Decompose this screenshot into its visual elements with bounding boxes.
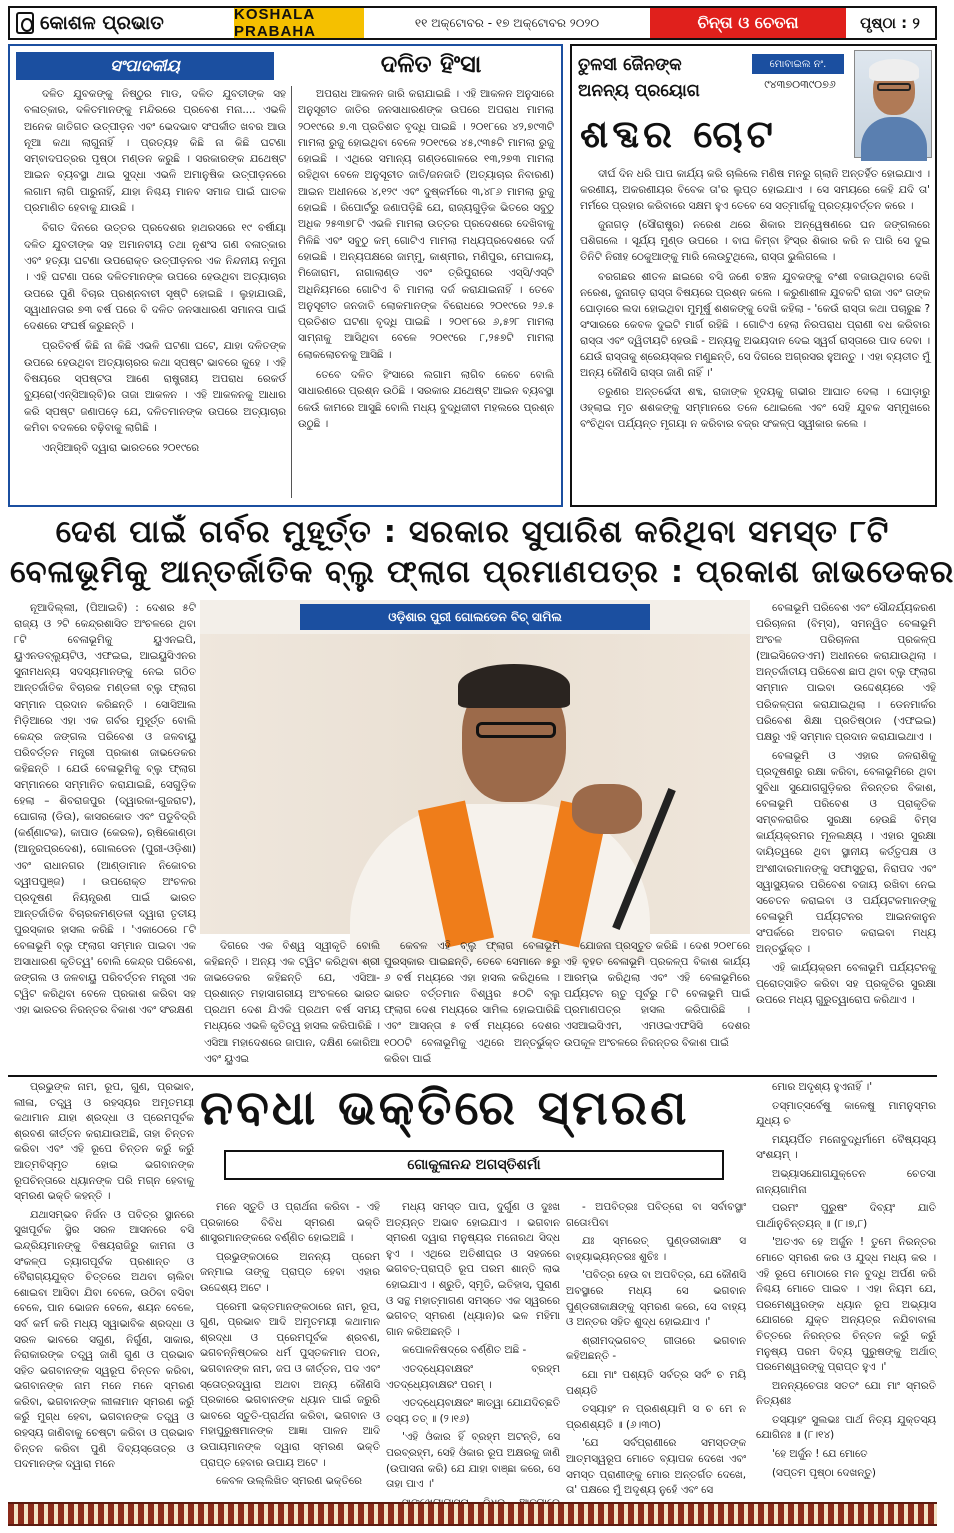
author-photo xyxy=(854,50,932,158)
paragraph: କେବଳ ଉଲ୍ଲିଖିତ ସ୍ମରଣ ଭକ୍ତିରେ xyxy=(216,1475,362,1488)
verse: ଏତଦ୍ଧ୍ୟେବାକ୍ଷରଂ ବ୍ରହ୍ମ ଏତଦ୍ଧ୍ୟେବାକ୍ଷରଂ ପରମ୍ । xyxy=(386,1362,560,1391)
paragraph: ଦଳିତ ଯୁବକଙ୍କୁ ନିଷ୍ଠୁର ମାଡ, ଦଳିତ ଯୁବତୀଙ୍କ ସହ ବଳାତ୍କାର, ଦଳିତମାନଙ୍କୁ ମନ୍ଦିରରେ ପ୍ରବେଶ ମନା.... ଏଭଳି ଅନେକ ଜାତିଗତ ଉତ୍ପୀଡ଼ନ ଏବଂ ଭେଦଭାବ ସଂପର୍କୀତ ଖବର ଆଉ ନୂଆ କଥା ଲାଗୁନାହିଁ । ପ୍ରତ୍ୟହ କିଛି ନା କିଛି ଘଟଣା ସମ୍ବାଦପତ୍ରର ପୃଷ୍ଠା ମଣ୍ଡନ କରୁଛି । ସରକାରଙ୍କ ଯଥେଷ୍ଟ ଆଇନ ବ୍ୟବସ୍ଥା ଥାଇ ସୁଦ୍ଧା ଏଭଳି ଅମାନୁଷିକ ଉତ୍ପୀଡ଼ନରେ ଲଗାମ ଲାଗି ପାରୁନାହିଁ, ଯାହା ନିଶ୍ଚୟ ମାନବ ସମାଜ ପାଇଁ ଘାତକ ପ୍ରମାଣିତ ହେବାକୁ ଯାଉଛି । xyxy=(24,88,286,215)
feature-kicker xyxy=(578,52,748,108)
paragraph: ତରୁଣର ଅନ୍ତର୍ଭେଦୀ ଶବ୍ଦ, ରାଜାଙ୍କ ହୃଦୟକୁ ଗଭୀର ଆଘାତ ଦେଲା । ଘୋଡ଼ାରୁ ଓହ୍ଲାଇ ମୃତ ଶଶକଙ୍କୁ ସମ୍ମାନରେ ତଳେ ଥୋଇଲେ ଏବଂ ସେହି ଯୁବକ ସମ୍ମୁଖରେ ବଂଚିଥିବା ପର୍ଯ୍ୟନ୍ତ ମୃଗୟା ନ କରିବାର ବଜ୍ର ସଂକଳ୍ପ ସ୍ୱୀକାର କଲେ । xyxy=(580,386,930,431)
feature-box xyxy=(570,44,937,507)
paragraph: ପ୍ରଭୁଙ୍କ ନାମ, ରୂପ, ଗୁଣ, ପ୍ରଭାବ, ଲୀଳା, ତତ୍ତ୍ୱ ଓ ରହସ୍ୟର ଅମୃତମୟୀ କଥାମାନ ଯାହା ଶ୍ରଦ୍ଧା ଓ ପ୍ରେମପୂର୍ବକ ଶ୍ରବଣ କୀର୍ତ୍ତନ କରାଯାଉଅଛି, ତାହା ଚିନ୍ତନ କରିବା ଏବଂ ଏହି ରୂପେ ଚିନ୍ତନ କରୁଁ କରୁଁ ଆତ୍ମବିସ୍ମୃତ ହୋଇ ଭଗବାନଙ୍କ ରୂପଚିନ୍ତାରେ ଧ୍ୟାନଙ୍କ ପରି ମଗ୍ନ ହେବାକୁ ସ୍ମରଣ ଭକ୍ତି କହନ୍ତି । xyxy=(14,1081,194,1203)
mobile-label: ମୋବାଇଲ ନଂ. xyxy=(752,54,844,74)
article-column-2 xyxy=(200,1200,380,1496)
section-divider xyxy=(8,1075,937,1077)
paragraph: ପ୍ରେମୀ ଭକ୍ତମାନଙ୍କଠାରେ ନାମ, ରୂପ, ଗୁଣ, ପ୍ରଭାବ ଆଦି ଅମୃତମୟୀ କଥାମାନ ଶ୍ରଦ୍ଧା ଓ ପ୍ରେମପୂର୍ବକ ଶ୍ରବଣ, ଭଗବନ୍ନିଷ୍ଠକର ଧର୍ମ ପୁସ୍ତକମାନ ପଠନ, ଭଗବାନଙ୍କ ନାମ, ଜପ ଓ କୀର୍ତ୍ତନ, ପଦ ଏବଂ ସ୍ତୋତ୍ରଦ୍ୱାରା ଅଥବା ଅନ୍ୟ କୌଣସି ପ୍ରକାରେ ଭଗବାନଙ୍କ ଧ୍ୟାନ ପାଇଁ ଜରୁରି ଭାବରେ ସ୍ତୁତି-ପ୍ରାର୍ଥନା କରିବା, ଭଗବାନ ଓ ମହାପୁରୁଷମାନଙ୍କ ଆଜ୍ଞା ପାଳନ ଆଦି ଉପାୟମାନଙ୍କ ଦ୍ୱାରା ସ୍ମରଣ ଭକ୍ତି ପ୍ରାପ୍ତ ହେବାର ଉପାୟ ଅଟେ । xyxy=(200,1300,380,1469)
editorial-box xyxy=(8,44,563,507)
paragraph: ବେଳାଭୂମି ପରିବେଶ ଏବଂ ସୌନ୍ଦର୍ଯ୍ୟକରଣ ପରିଚାଳନା (ବିମ୍ସ), ସମନ୍ୱିତ ବେଳାଭୂମି ଅଂଚଳ ପରିଚାଳନା ପ୍ରକଳ୍ପ (ଆଇସିଜେଡଏମ) ଅଧୀନରେ କରାଯାଉଥିଲା । ଅନ୍ତର୍ଜାତୀୟ ପରିବେଶ ଛାପ ଥିବା ବ୍ଲୁ ଫ୍ଲାଗ ସମ୍ମାନ ପାଇବା ଉଦ୍ଦେଶ୍ୟରେ ଏହି ପରିକଳ୍ପନା କରାଯାଇଥିଲା । ଡେନମାର୍କର ପରିବେଶ ଶିକ୍ଷା ପ୍ରତିଷ୍ଠାନ (ଏଫଇଇ) ପକ୍ଷରୁ ଏହି ସମ୍ମାନ ପ୍ରଦାନ କରାଯାଇଥାଏ । xyxy=(756,602,937,743)
article-column-4 xyxy=(566,1200,746,1496)
verse: - ଅପବିତ୍ରଃ ପବିତ୍ରୋ ବା ସର୍ବାବସ୍ଥାଂ ଗତୋଽପିବା xyxy=(566,1201,746,1229)
paragraph: ଜୁନାଗଡ଼ (ସୌରାଷ୍ଟ୍ର) ନରେଶ ଥରେ ଶିକାର ଅନ୍ୱେଷଣରେ ଘନ ଜଙ୍ଗଲରେ ପଶିଗଲେ । ସୂର୍ଯ୍ୟ ମୁଣ୍ଡ ଉପରେ । ବାଘ କିମ୍ବା ହିଂସ୍ର ଶିକାର କରି ନ ପାରି ସେ ଦୁଇ ତିନିଟି ନିରୀହ ଠେକୁଆଙ୍କୁ ମାରି ଲେଉଟୁଥିଲେ, ରାସ୍ତା ଭୁଲିଗଲେ । xyxy=(580,219,930,264)
mobile-number: ୯୪୩୭୦୩୯୦୭୬ xyxy=(764,78,836,91)
paragraph: ବେଳାଭୂମି ଓ ଏହାର ଜଳରାଶିକୁ ପ୍ରଦୂଷଣରୁ ରକ୍ଷା କରିବା, ବେଳାଭୂମିରେ ଥିବା ସୁବିଧା ସୁଯୋଗଗୁଡ଼ିକର ନିରନ୍ତର ବିକାଶ, ବେଳାଭୂମି ପରିବେଶ ଓ ପ୍ରାକୃତିକ ସମ୍ବଳରାଜିର ସୁରକ୍ଷା ହେଉଛି ବିମ୍ସ କାର୍ଯ୍ୟକ୍ରମର ମୂଳଲକ୍ଷ୍ୟ । ଏହାର ସୁରକ୍ଷା ଦାୟିତ୍ୱରେ ଥିବା ସ୍ଥାନୀୟ କର୍ତ୍ତୃପକ୍ଷ ଓ ଅଂଶୀଦାରମାନଙ୍କୁ ସଫାସୁତୁରା, ନିରାପଦ ଏବଂ ସ୍ୱାସ୍ଥ୍ୟକର ପରିବେଶ ବଜାୟ ରଖିବା ନେଇ ସଚେତନ କରାଇବା ଓ ପର୍ଯ୍ୟଟକମାନଙ୍କୁ ବେଳାଭୂମି ପର୍ଯ୍ୟଟନର ଆଇନକାନୁନ ସଂପର୍କରେ ଅବଗତ କରାଇବା ମଧ୍ୟ ଅନ୍ତର୍ଭୁକ୍ତ । xyxy=(756,749,936,955)
feature-title: ଶବ୍ଦର ଚୋଟ xyxy=(580,112,777,156)
editorial-column-1 xyxy=(24,86,286,500)
logo-emblem-icon xyxy=(16,12,34,34)
verse: ଏତଦ୍ଧ୍ୟେବାକ୍ଷରଂ ଜ୍ଞାତ୍ୱା ଯୋଯଦିଚ୍ଛତି ତସ୍ୟ ତତ୍ ॥ (୨।୧୬) xyxy=(386,1397,560,1425)
news-column-right xyxy=(756,600,936,1070)
paragraph: ଦୀର୍ଘ ଦିନ ଧରି ପାପ କାର୍ଯ୍ୟ କରି ଚାଲିଲେ ମଣିଷ ମନରୁ ଗ୍ଲାନି ଅନ୍ତର୍ହିତ ହୋଇଯାଏ । କରଣୀୟ, ଅକରଣୀୟର ବିବେକ ତା'ର ଲୁପ୍ତ ହୋଇଯାଏ । ସେ ସମୟରେ କେହି ଯଦି ତା' ମର୍ମରେ ପ୍ରହାର କରିବାରେ ସକ୍ଷମ ହୁଏ ତେବେ ସେ ସତ୍‌ମାର୍ଗକୁ ପ୍ରତ୍ୟାବର୍ତ୍ତନ କରେ । xyxy=(580,168,930,213)
paragraph: ଯଥାସମ୍ଭବ ନିର୍ଜନ ଓ ପବିତ୍ର ସ୍ଥାନରେ ସୁଖପୂର୍ବକ ସ୍ଥିର ସରଳ ଆସନରେ ବସି ଇନ୍ଦ୍ରିୟମାନଙ୍କୁ ବିଷୟରାଜିରୁ କାମନା ଓ ସଂକଳ୍ପ ତ୍ୟାଗପୂର୍ବକ ପ୍ରଶାନ୍ତ ଓ ବୈରାଗ୍ୟଯୁକ୍ତ ଚିତ୍ତରେ ଅଥବା ଚାଲିବା ଶୋଇବା ଆସିବା ଯିବା ବେଳେ, ଉଠିବା ବସିବା ବେଳେ, ପାନ ଭୋଜନ ବେଳେ, ଶୟନ ବେଳେ, ସର୍ବ କର୍ମ କରି ମଧ୍ୟ ସ୍ୱାଭାବିକ ଶ୍ରଦ୍ଧା ଓ ସରଳ ଭାବରେ ସଗୁଣ, ନିର୍ଗୁଣ, ସାକାର, ନିରାକାରଙ୍କ ତତ୍ତ୍ୱ ଜାଣି ଗୁଣ ଓ ପ୍ରଭାବ ସହିତ ଭଗବାନଙ୍କ ସ୍ୱରୂପ ଚିନ୍ତନ କରିବା, ଭଗବାନଙ୍କ ନାମ ମନେ ମନେ ସ୍ମରଣ କରିବା, ଭଗବାନଙ୍କ ଲୀଳାମାନ ସ୍ମରଣ କରୁଁ କରୁଁ ମୁଗ୍ଧ ହେବା, ଭଗବାନଙ୍କ ତତ୍ତ୍ୱ ଓ ରହସ୍ୟ ଜାଣିବାକୁ ଚେଷ୍ଟା କରିବା ଓ ପ୍ରଭାବ ଚିନ୍ତନ କରିବା ପୁଣି ଦିବ୍ୟସ୍ତୋତ୍ର ଓ ପଦମାନଙ୍କ ଦ୍ୱାରା ମନେ xyxy=(14,1208,194,1471)
verse: ମୟ୍ୟର୍ପିତ ମନୋବୁଦ୍ଧିର୍ମାମେ ବୈଷ୍ୟସ୍ୟ ସଂଶୟମ୍ । xyxy=(756,1133,936,1162)
masthead-logo xyxy=(10,8,230,38)
paragraph: କେବଳ ଏହି ବ୍ଲୁ ଫ୍ଲାଗ ବେଳାଭୂମି ପୁରସ୍କାର ପାଇଛନ୍ତି, ତେବେ ସେମାନେ ୫ରୁ ୬ ବର୍ଷ ମଧ୍ୟରେ ଏହା ହାସଲ କରିଥିଲେ । ଭାରତ ବର୍ତ୍ତମାନ ବିଶ୍ୱର ୫୦ଟି ବ୍ଲୁ ଫ୍ଲାଗ ଦେଶ ମଧ୍ୟରେ ସାମିଲ ହୋଇପାରିଛି ଏବଂ ଆସନ୍ତା ୫ ବର୍ଷ ମଧ୍ୟରେ ଦେଶର ୧୦୦ଟି ବେଳାଭୂମିକୁ ଏଥିରେ ଅନ୍ତର୍ଭୁକ୍ତ କରିବା ପାଇଁ xyxy=(384,940,560,1065)
paragraph: ବିଗତ ଦିନରେ ଉତ୍ତର ପ୍ରଦେଶର ହାଥରସରେ ୧୯ ବର୍ଷୀୟା ଦଳିତ ଯୁବତୀଙ୍କ ସହ ଅମାନବୀୟ ତଥା ନୃଶଂସ ଗଣ ବଳାତ୍କାର ଏବଂ ହତ୍ୟା ଘଟଣା ଉପରୋକ୍ତ ଉତ୍ପୀଡ଼ନର ଏକ ନିନ୍ଦନୀୟ ନମୁନା । ଏହି ଘଟଣା ପରେ ଦଳିତମାନଙ୍କ ଉପରେ ହେଉଥିବା ଅତ୍ୟାଚାର ଉପରେ ପୁଣି ବିଚାର ପ୍ରଶ୍ନବାଚୀ ସୃଷ୍ଟି ହୋଇଛି । ଲୁହାଯାଉଛି, ସ୍ୱାଧୀନତାର ୭୩ ବର୍ଷ ପରେ ବି ଦଳିତ ଜନସାଧାରଣ ସମାନତା ପାଇଁ ଦେଶରେ ସଂଘର୍ଷ କରୁଛନ୍ତି । xyxy=(24,222,286,333)
verse: ଯୋ ମାଂ ପଶ୍ୟତି ସର୍ବତ୍ର ସର୍ବଂ ଚ ମୟି ପଶ୍ୟତି xyxy=(566,1368,746,1397)
article-column-3 xyxy=(386,1200,560,1496)
paragraph: ଯୋଜନା ପ୍ରସ୍ତୁତ କରିଛି । ଦେଶ ୨୦୧୮ରେ ଏହି ବୃହତ ବେଳାଭୂମି ପ୍ରକଳ୍ପ ବିକାଶ କାର୍ଯ୍ୟ ଆରମ୍ଭ କରିଥିଲା ଏବଂ ଏହି ବେଳାଭୂମିରେ ପର୍ଯ୍ୟଟନ ଋତୁ ପୂର୍ବରୁ ୮ଟି ବେଳାଭୂମି ପାଇଁ ପ୍ରମାଣପତ୍ର ହାସଲ କରିପାରିଛି । ଏସଆଇସିଏମ, ଏମଓଇଏଫସିସି ଦେଶର ଉପକୂଳ ଅଂଚଳରେ ନିରନ୍ତର ବିକାଶ ପାଇଁ xyxy=(564,940,750,1049)
kicker-line-1: ତୁଳସୀ ଜୈନଙ୍କ xyxy=(578,55,682,75)
paragraph: 'ଯେ ସର୍ବପ୍ରାଣୀରେ ସମସ୍ତଙ୍କ ଆତ୍ମସ୍ୱରୂପ ମୋତେ ବ୍ୟାପକ ଦେଖେ ଏବଂ ସମସ୍ତ ପ୍ରାଣୀଙ୍କୁ ମୋର ଅନ୍ତର୍ଗତ ଦେଖେ, ତା' ପକ୍ଷରେ ମୁଁ ଅଦୃଶ୍ୟ ନୁହେଁ ଏବଂ ସେ xyxy=(566,1437,746,1497)
logo-text: କୋଶଳ ପ୍ରଭାତ xyxy=(40,12,164,34)
paragraph: ଏହି କାର୍ଯ୍ୟକ୍ରମ ବେଳାଭୂମି ପର୍ଯ୍ୟଟନକୁ ପ୍ରୋତ୍ସାହିତ କରିବା ସହ ପ୍ରକୃତିର ସୁରକ୍ଷା ଉପରେ ମଧ୍ୟ ଗୁରୁତ୍ୱାରୋପ କରିଥାଏ । xyxy=(756,962,936,1007)
issue-date: ୧୧ ଅକ୍ଟୋବର - ୧୭ ଅକ୍ଟୋବର ୨୦୨୦ xyxy=(414,15,600,30)
paragraph: କପୋଳନିଷଦ୍‌ରେ ବର୍ଣ୍ଣିତ ଅଛି - xyxy=(402,1344,527,1357)
paragraph: 'ହେ ଅର୍ଜୁନ ! ଯେ ମୋତେ xyxy=(772,1448,868,1461)
headline-line-1: ଦେଶ ପାଇଁ ଗର୍ବର ମୁହୂର୍ତ୍ତ : ସରକାର ସୁପାରିଶ କରିଥିବା ସମସ୍ତ ୮ଟି xyxy=(55,514,890,550)
paragraph: ମନେ ସ୍ତୁତି ଓ ପ୍ରାର୍ଥନା କରିବା - ଏହି ପ୍ରକାରେ ବିବିଧ ସ୍ମରଣ ଭକ୍ତି ଶାସ୍ତ୍ରମାନଙ୍କରେ ବର୍ଣ୍ଣିତ ହୋଇଅଛି । xyxy=(200,1201,380,1245)
decorative-border xyxy=(8,1502,937,1526)
english-name: KOSHALA PRABAHA xyxy=(234,8,364,38)
kicker-line-2: ଅନନ୍ୟ ପ୍ରୟୋଗ xyxy=(578,81,700,101)
paragraph: ବରଗଛର ଶୀତଳ ଛାଇରେ ବସି ଜଣେ ଚଞ୍ଚଳ ଯୁବକଙ୍କୁ ବଂଶୀ ବଜାଉଥିବାର ଦେଖି ନରେଶ, ଜୁନାଗଡ଼ ରାସ୍ତା ବିଷୟରେ ପ୍ରଶ୍ନ କଲେ । କରୁଣାଶୀଳ ଯୁବକଟି ରାଜା ଏବଂ ତାଙ୍କ ଘୋଡ଼ାରେ ଲଦା ହୋଇଥିବା ମୁମୂର୍ଷୁ ଶଶକଙ୍କୁ ଦେଖି କହିଲା - 'କେଉଁ ରାସ୍ତା କଥା ପଚାରୁଛ ? ସଂସାରରେ କେବଳ ଦୁଇଟି ମାର୍ଗ ରହିଛି । ଗୋଟିଏ ହେଲା ନିରପରାଧ ପ୍ରାଣୀ ବଧ କରିବାର ରାସ୍ତା ଏବଂ ଦ୍ୱିତୀୟଟି ହେଉଛି - ଅନ୍ୟକୁ ଅଭୟଦାନ ଦେଇ ସ୍ୱର୍ଗ ରାସ୍ତାରେ ପାଦ ଦେବା । ଯେଉଁ ରାସ୍ତାକୁ ଶ୍ରେୟସ୍କର ମଣୁଛନ୍ତି, ସେ ଦିଗରେ ଅଗ୍ରସର ହୁଅନ୍ତୁ । ଏହା ବ୍ୟତୀତ ମୁଁ ଅନ୍ୟ କୌଣସି ରାସ୍ତା ଜାଣି ନାହିଁ ।' xyxy=(580,270,930,380)
article-column-1 xyxy=(14,1080,194,1496)
paragraph: 'ଅତଏବ ହେ ଅର୍ଜୁନ ! ତୁମେ ନିରନ୍ତର ମୋତେ ସ୍ମରଣ କର ଓ ଯୁଦ୍ଧ ମଧ୍ୟ କର । ଏହି ରୂପେ ମୋଠାରେ ମନ ବୁଦ୍ଧି ଅର୍ପଣ କରି ନିଶ୍ଚୟ ମୋତେ ପାଇବ । ଏହା ନିୟମ ଯେ, ପରମେଶ୍ୱରଙ୍କ ଧ୍ୟାନ ରୂପ ଅଭ୍ୟାସ ଯୋଗରେ ଯୁକ୍ତ ଅନ୍ୟତ୍ର ନଯିବାବାଳା ଚିତ୍ତରେ ନିରନ୍ତର ଚିନ୍ତନ କରୁଁ କରୁଁ ମନୁଷ୍ୟ ପରମ ଦିବ୍ୟ ପୁରୁଷଙ୍କୁ ଅର୍ଥାତ୍ ପରମେଶ୍ୱରଙ୍କୁ ପ୍ରାପ୍ତ ହୁଏ ।' xyxy=(756,1236,936,1374)
news-column-bottom-2 xyxy=(384,938,560,1070)
photo-caption: ଓଡ଼ିଶାର ପୁରୀ ଗୋଲଡେନ ବିଚ୍ ସାମିଲ xyxy=(300,604,650,630)
article-column-5 xyxy=(756,1080,936,1496)
verse: ଅନନ୍ୟଚେତାଃ ସତତଂ ଯୋ ମାଂ ସ୍ମରତି ନିତ୍ୟଶଃ xyxy=(756,1379,936,1408)
paragraph: ଅପରାଧ ଆକଳନ ଜାରି କରାଯାଇଛି । ଏହି ଆକଳନ ଅନୁସାରେ ଅନୁସୂଚୀତ ଜାତିର ଜନସାଧାରଣଙ୍କ ଉପରେ ଅପରାଧ ମାମଲା ୨୦୧୯ରେ ୭.୩ ପ୍ରତିଶତ ବୃଦ୍ଧି ପାଇଛି । ୨୦୧୮ରେ ୪୨,୭୯୩ଟି ମାମଲା ରୁଜୁ ହୋଇଥିବା ବେଳେ ୨୦୧୯ରେ ୪୫,୯୩୫ଟି ମାମଲା ରୁଜୁ ହୋଇଛି । ଏଥିରେ ସମାନ୍ୟ ଗଣ୍ଡଗୋଳରେ ୧୩,୨୭୩ ମାମଲା ରହିଥିବା ବେଳେ ଅନୁସୂଚୀତ ଜାତି/ଜନଜାତି (ଅତ୍ୟାଚାର ନିବାରଣ) ଆଇନ ଅଧୀନରେ ୪,୧୨୯ ଏବଂ ଦୁଷ୍କର୍ମରେ ୩,୪୮୬ ମାମଲା ରୁଜୁ ହୋଇଛି । ରିପୋର୍ଟରୁ ଜଣାପଡ଼ିଛି ଯେ, ରାଜ୍ୟଗୁଡ଼ିକ ଭିତରେ ସବୁଠୁ ଅଧିକ ୨୫୩୭୮ଟି ଏଭଳି ମାମଲା ଉତ୍ତର ପ୍ରଦେଶରେ ଦେଖିବାକୁ ମିଳିଛି ଏବଂ ସବୁଠୁ କମ୍ ଗୋଟିଏ ମାମଲା ମଧ୍ୟପ୍ରଦେଶରେ ଦର୍ଜ ହୋଇଛି । ଅନ୍ୟପକ୍ଷରେ ଜାମ୍ମୁ, କାଶ୍ମୀର, ମଣିପୁର, ମେଘାଳୟ, ମିଜୋରାମ, ନାଗାଲାଣ୍ଡ ଏବଂ ତ୍ରିପୁରାରେ ଏସ୍‌ସି/ଏସ୍‌ଟି ଅଧିନିୟମରେ ଗୋଟିଏ ବି ମାମଲା ଦର୍ଜ କରାଯାଇନାହିଁ । ତେବେ ଅନୁସୂଚୀତ ଜନଜାତି ଲୋକମାନଙ୍କ ବିରୋଧରେ ୨୦୧୯ରେ ୨୬.୫ ପ୍ରତିଶତ ଘଟଣା ବୃଦ୍ଧି ପାଇଛି । ୨୦୧୮ରେ ୬,୫୨୮ ମାମଲା ସାମ୍ନାକୁ ଆସିଥିବା ବେଳେ ୨୦୧୯ରେ ୮,୨୫୭ଟି ମାମଲା ଲୋକଲୋଚନକୁ ଆସିଛି । xyxy=(298,88,554,361)
paragraph: ଏନ୍‌ସିଆର୍‌ବି ଦ୍ୱାରା ଭାରତରେ ୨୦୧୯ରେ xyxy=(42,442,200,455)
verse: ପରମଂ ପୁରୁଷଂ ଦିବ୍ୟଂ ଯାତି ପାର୍ଥାନୁଚିନ୍ତୟନ୍ ॥ (୮।୭,୮) xyxy=(756,1202,936,1230)
page-number: ପୃଷ୍ଠା : ୨ xyxy=(860,14,920,32)
news-column-left xyxy=(14,600,196,1070)
paragraph: ମଧ୍ୟ ସମସ୍ତ ପାପ, ଦୁର୍ଗୁଣ ଓ ଦୁଃଖ ଅତ୍ୟନ୍ତ ଅଭାବ ହୋଇଯାଏ । ଭଗବାନ ସ୍ମରଣ ଦ୍ୱାରା ମନୁଷ୍ୟର ମନୋରଥ ସିଦ୍ଧ ହୁଏ । ଏଥିରେ ଅତିଶୀଘ୍ର ଓ ସହଜରେ ଭଗବତ୍-ପ୍ରାପ୍ତି ରୂପ ପରମ ଶାନ୍ତି ଲାଭ ହୋଇଯାଏ । ଶ୍ରୁତି, ସ୍ମୃତି, ଇତିହାସ, ପୁରାଣ ଓ ସନ୍ଥ ମହାତ୍ମାଗଣ ସମସ୍ତେ ଏକ ସ୍ୱରରେ ଭଗବତ୍ ସ୍ମରଣ (ଧ୍ୟାନ)ର ଭଳ ମହିମା ଗାନ କରିଅଛନ୍ତି । xyxy=(386,1201,560,1338)
article-byline: ଗୋକୁଳାନନ୍ଦ ଅଗସ୍ତିଶର୍ମା xyxy=(224,1150,724,1180)
paragraph: ନୂଆଦିଲ୍ଲୀ, (ପିଆଇବି) : ଦେଶର ୫ଟି ରାଜ୍ୟ ଓ ୨ଟି କେନ୍ଦ୍ରଶାସିତ ଅଂଚଳରେ ଥିବା ୮ଟି ବେଳାଭୂମିକୁ ୟୁଏନଇପି, ୟୁଏନଡବ୍ଲ୍ୟୁଟିଓ, ଏଫଇଇ, ଆଇୟୁସିଏନର ସୁନାମଧନ୍ୟ ସଦସ୍ୟମାନଙ୍କୁ ନେଇ ଗଠିତ ଆନ୍ତର୍ଜାତିକ ବିଚାରକ ମଣ୍ଡଳୀ ବ୍ଲୁ ଫ୍ଲାଗ ସମ୍ମାନ ପ୍ରଦାନ କରିଛନ୍ତି । ସୋସିଆଲ ମିଡ଼ିଆରେ ଏହା ଏକ ଗର୍ବର ମୁହୂର୍ତ୍ତ ବୋଲି କେନ୍ଦ୍ର ଜଙ୍ଗଲ ପରିବେଶ ଓ ଜଳବାୟୁ ପରିବର୍ତ୍ତନ ମନ୍ତ୍ରୀ ପ୍ରକାଶ ଜାଭଡେକର କହିଛନ୍ତି । ଯେଉଁ ବେଳାଭୂମିକୁ ବ୍ଲୁ ଫ୍ଲାଗ ସମ୍ମାନରେ ସମ୍ମାନିତ କରାଯାଇଛି, ସେଗୁଡ଼ିକ ହେଲା – ଶିବରାଜପୁର (ଦ୍ୱାରକା-ଗୁଜରାଟ), ଘୋଗଲା (ଡିଉ), କାସରକୋଡ ଏବଂ ପଡୁବିଦ୍ରି (କର୍ଣ୍ଣାଟକ), କାପାଡ (କେରଳ), ଋଷିକୋଣ୍ଡା (ଆନ୍ଧ୍ରପ୍ରଦେଶ), ଗୋଲଡେନ (ପୁରୀ-ଓଡ଼ିଶା) ଏବଂ ରାଧାନଗର (ଆଣ୍ଡାମାନ ନିକୋବର ଦ୍ୱୀପପୁଞ୍ଜ) । ଉପରୋକ୍ତ ଅଂଚଳର ପ୍ରଦୂଷଣ ନିୟନ୍ତ୍ରଣ ପାଇଁ ଭାରତ ଆନ୍ତର୍ଜାତିକ ବିଚାରକମଣ୍ଡଳୀ ଦ୍ୱାରା ତୃତୀୟ ପୁରସ୍କାର ହାସଲ କରିଛି । 'ଏକାଠେରେ ୮ଟି ବେଳାଭୂମି ବ୍ଲୁ ଫ୍ଲାଗ ସମ୍ମାନ ପାଇବା ଏକ ଅସାଧାରଣ କୃତିତ୍ୱ' ବୋଲି କେନ୍ଦ୍ର ପରିବେଶ, ଜଙ୍ଗଲ ଓ ଜଳବାୟୁ ପରିବର୍ତ୍ତନ ମନ୍ତ୍ରୀ ଏକ ଟ୍ୱିଟ କରିଥିବା ବେଳେ ପ୍ରକାଶ କରିବା ସହ ଏହା ଭାରତର ନିରନ୍ତର ବିକାଶ ଏବଂ ସଂରକ୍ଷଣ xyxy=(14,602,196,1017)
article-title: ନବଧା ଭକ୍ତିରେ ସ୍ମରଣ xyxy=(200,1080,690,1136)
photo-scene xyxy=(200,634,750,934)
main-headline xyxy=(10,512,954,592)
paragraph: 'ଏହି ଓଁକାର ହିଁ ବ୍ରହ୍ମ ଅଟନ୍ତି, ସେ ପରବ୍ରହ୍ମ, ସେହି ଓଁକାର ରୂପ ଅକ୍ଷରକୁ ଜାଣି (ଉପାସନା କରି) ଯେ ଯାହା ବାଞ୍ଛା କରେ, ସେ ତାହା ପାଏ ।' xyxy=(386,1431,560,1491)
editorial-column-2 xyxy=(298,86,554,500)
verse: ଯଃ ସ୍ମରେତ୍ ପୁଣ୍ଡରୀକାକ୍ଷଂ ସ ବାହ୍ୟାଭ୍ୟନ୍ତରଃ ଶୁଚିଃ । xyxy=(566,1235,746,1263)
editorial-badge: ସଂପାଦକୀୟ xyxy=(16,52,274,80)
verse: ତସ୍ମାତ୍‌ସର୍ବେଷୁ କାଳେଷୁ ମାମନୁସ୍ମର ଯୁଧ୍ୟ ଚ xyxy=(756,1099,936,1128)
paragraph: ଶ୍ରୀମଦ୍‌ଭଗବତ୍ ଗୀତାରେ ଭଗବାନ କହିଅଛନ୍ତି - xyxy=(566,1334,746,1363)
paragraph: 'ପବିତ୍ର ହେଉ ବା ଅପବିତ୍ର, ଯେ କୌଣସି ଅବସ୍ଥାରେ ମଧ୍ୟ ସେ ଭଗବାନ ପୁଣ୍ଡରୀକାକ୍ଷଙ୍କୁ ସ୍ମରଣ କରେ, ସେ ବାହ୍ୟ ଓ ଅନ୍ତର ସହିତ ଶୁଦ୍ଧ ହୋଇଯାଏ ।' xyxy=(566,1269,746,1329)
news-photo xyxy=(200,600,750,934)
paragraph: ଦିଗରେ ଏକ ବିଶ୍ୱ ସ୍ୱୀକୃତି ବୋଲି କହିଛନ୍ତି । ଅନ୍ୟ ଏକ ଟ୍ୱିଟ କରିଥିବା ଶ୍ରୀ ଜାଭଡେକର କହିଛନ୍ତି ଯେ, ଏସିଆ-ପ୍ରଶାନ୍ତ ମହାସାଗରୀୟ ଅଂଚଳରେ ଭାରତ ପ୍ରଥମ ଦେଶ ଯିଏକି ପ୍ରଥମ ବର୍ଷ ସମୟ ମଧ୍ୟରେ ଏଭଳି କୃତିତ୍ୱ ହାସଲ କରିପାରିଛି । ଏସିଆ ମହାଦେଶରେ ଜାପାନ, ଦକ୍ଷିଣ କୋରିଆ ଏବଂ ୟୁଏଇ xyxy=(204,940,380,1065)
column-divider xyxy=(291,86,292,498)
verse: ତସ୍ୟାହଂ ନ ପ୍ରଣଶ୍ୟାମି ସ ଚ ମେ ନ ପ୍ରଣଶ୍ୟତି ॥ (୬।୩୦) xyxy=(566,1403,746,1431)
headline-line-2: ବେଳାଭୂମିକୁ ଆନ୍ତର୍ଜାତିକ ବ୍ଲୁ ଫ୍ଲାଗ ପ୍ରମାଣପତ୍ର : ପ୍ରକାଶ ଜାଭଡେକର xyxy=(10,554,954,590)
paragraph: ପ୍ରଭୁଙ୍କଠାରେ ଅନନ୍ୟ ପ୍ରେମ ଜନ୍ମାଇ ତାଙ୍କୁ ପ୍ରାପ୍ତ ହେବା ଏହାର ଉଦ୍ଦେଶ୍ୟ ଅଟେ । xyxy=(200,1250,380,1294)
editorial-title: ଦଳିତ ହିଂସା xyxy=(380,50,482,78)
section-name: ଚିନ୍ତା ଓ ଚେତନା xyxy=(650,8,846,38)
feature-body xyxy=(580,166,930,504)
continued-note: (ସପ୍ତମ ପୃଷ୍ଠା ଦେଖନ୍ତୁ) xyxy=(772,1466,876,1479)
news-column-bottom-1 xyxy=(204,938,380,1070)
paragraph: ତେବେ ଦଳିତ ହିଂସାରେ ଲଗାମ ଲାଗିବ କେବେ ବୋଲି ସାଧାରଣରେ ପ୍ରଶ୍ନ ଉଠିଛି । ସରକାର ଯଥେଷ୍ଟ ଆଇନ ବ୍ୟବସ୍ଥା କେଉଁ କାମରେ ଆସୁଛି ବୋଲି ମଧ୍ୟ ବୁଦ୍ଧିଜୀବୀ ମହଲରେ ପ୍ରଶ୍ନ ଉଠୁଛି । xyxy=(298,369,554,430)
paragraph: ମୋର ଅଦୃଶ୍ୟ ହୁଏନାହିଁ ।' xyxy=(772,1081,873,1093)
verse: ତସ୍ୟାହଂ ସୁଲଭଃ ପାର୍ଥ ନିତ୍ୟ ଯୁକ୍ତସ୍ୟ ଯୋଗିନଃ ॥ (୮।୧୪) xyxy=(756,1413,936,1442)
paragraph: ପ୍ରତିବର୍ଷ କିଛି ନା କିଛି ଏଭଳି ଘଟଣା ଘଟେ, ଯାହା ଦଳିତଙ୍କ ଉପରେ ହେଉଥିବା ଅତ୍ୟାଚାରର କଥା ସ୍ପଷ୍ଟ ଭାବରେ କୁହେ । ଏହି ବିଷୟରେ ସ୍ପଷ୍ଟତା ଆଣେ ରାଷ୍ଟ୍ରୀୟ ଅପରାଧ ରେକର୍ଡ ବ୍ୟୁରୋ(ଏନ୍‌ସିଆର୍‌ବି)ର ତାଜା ଆକଳନ । ଏହି ଆକଳନକୁ ଆଧାର କରି ସ୍ପଷ୍ଟ ଜଣାପଡ଼େ ଯେ, ଦଳିତମାନଙ୍କ ଉପରେ ଅତ୍ୟାଚାର କମିବା ବଦଳରେ ବଢ଼ିବାକୁ ଲାଗିଛି । xyxy=(24,340,286,434)
masthead xyxy=(8,6,937,40)
verse: ଅଭ୍ୟାସଯୋଗଯୁକ୍ତେନ ଚେତସା ନାନ୍ୟଗାମିନା xyxy=(756,1167,936,1196)
news-column-bottom-3 xyxy=(564,938,750,1070)
